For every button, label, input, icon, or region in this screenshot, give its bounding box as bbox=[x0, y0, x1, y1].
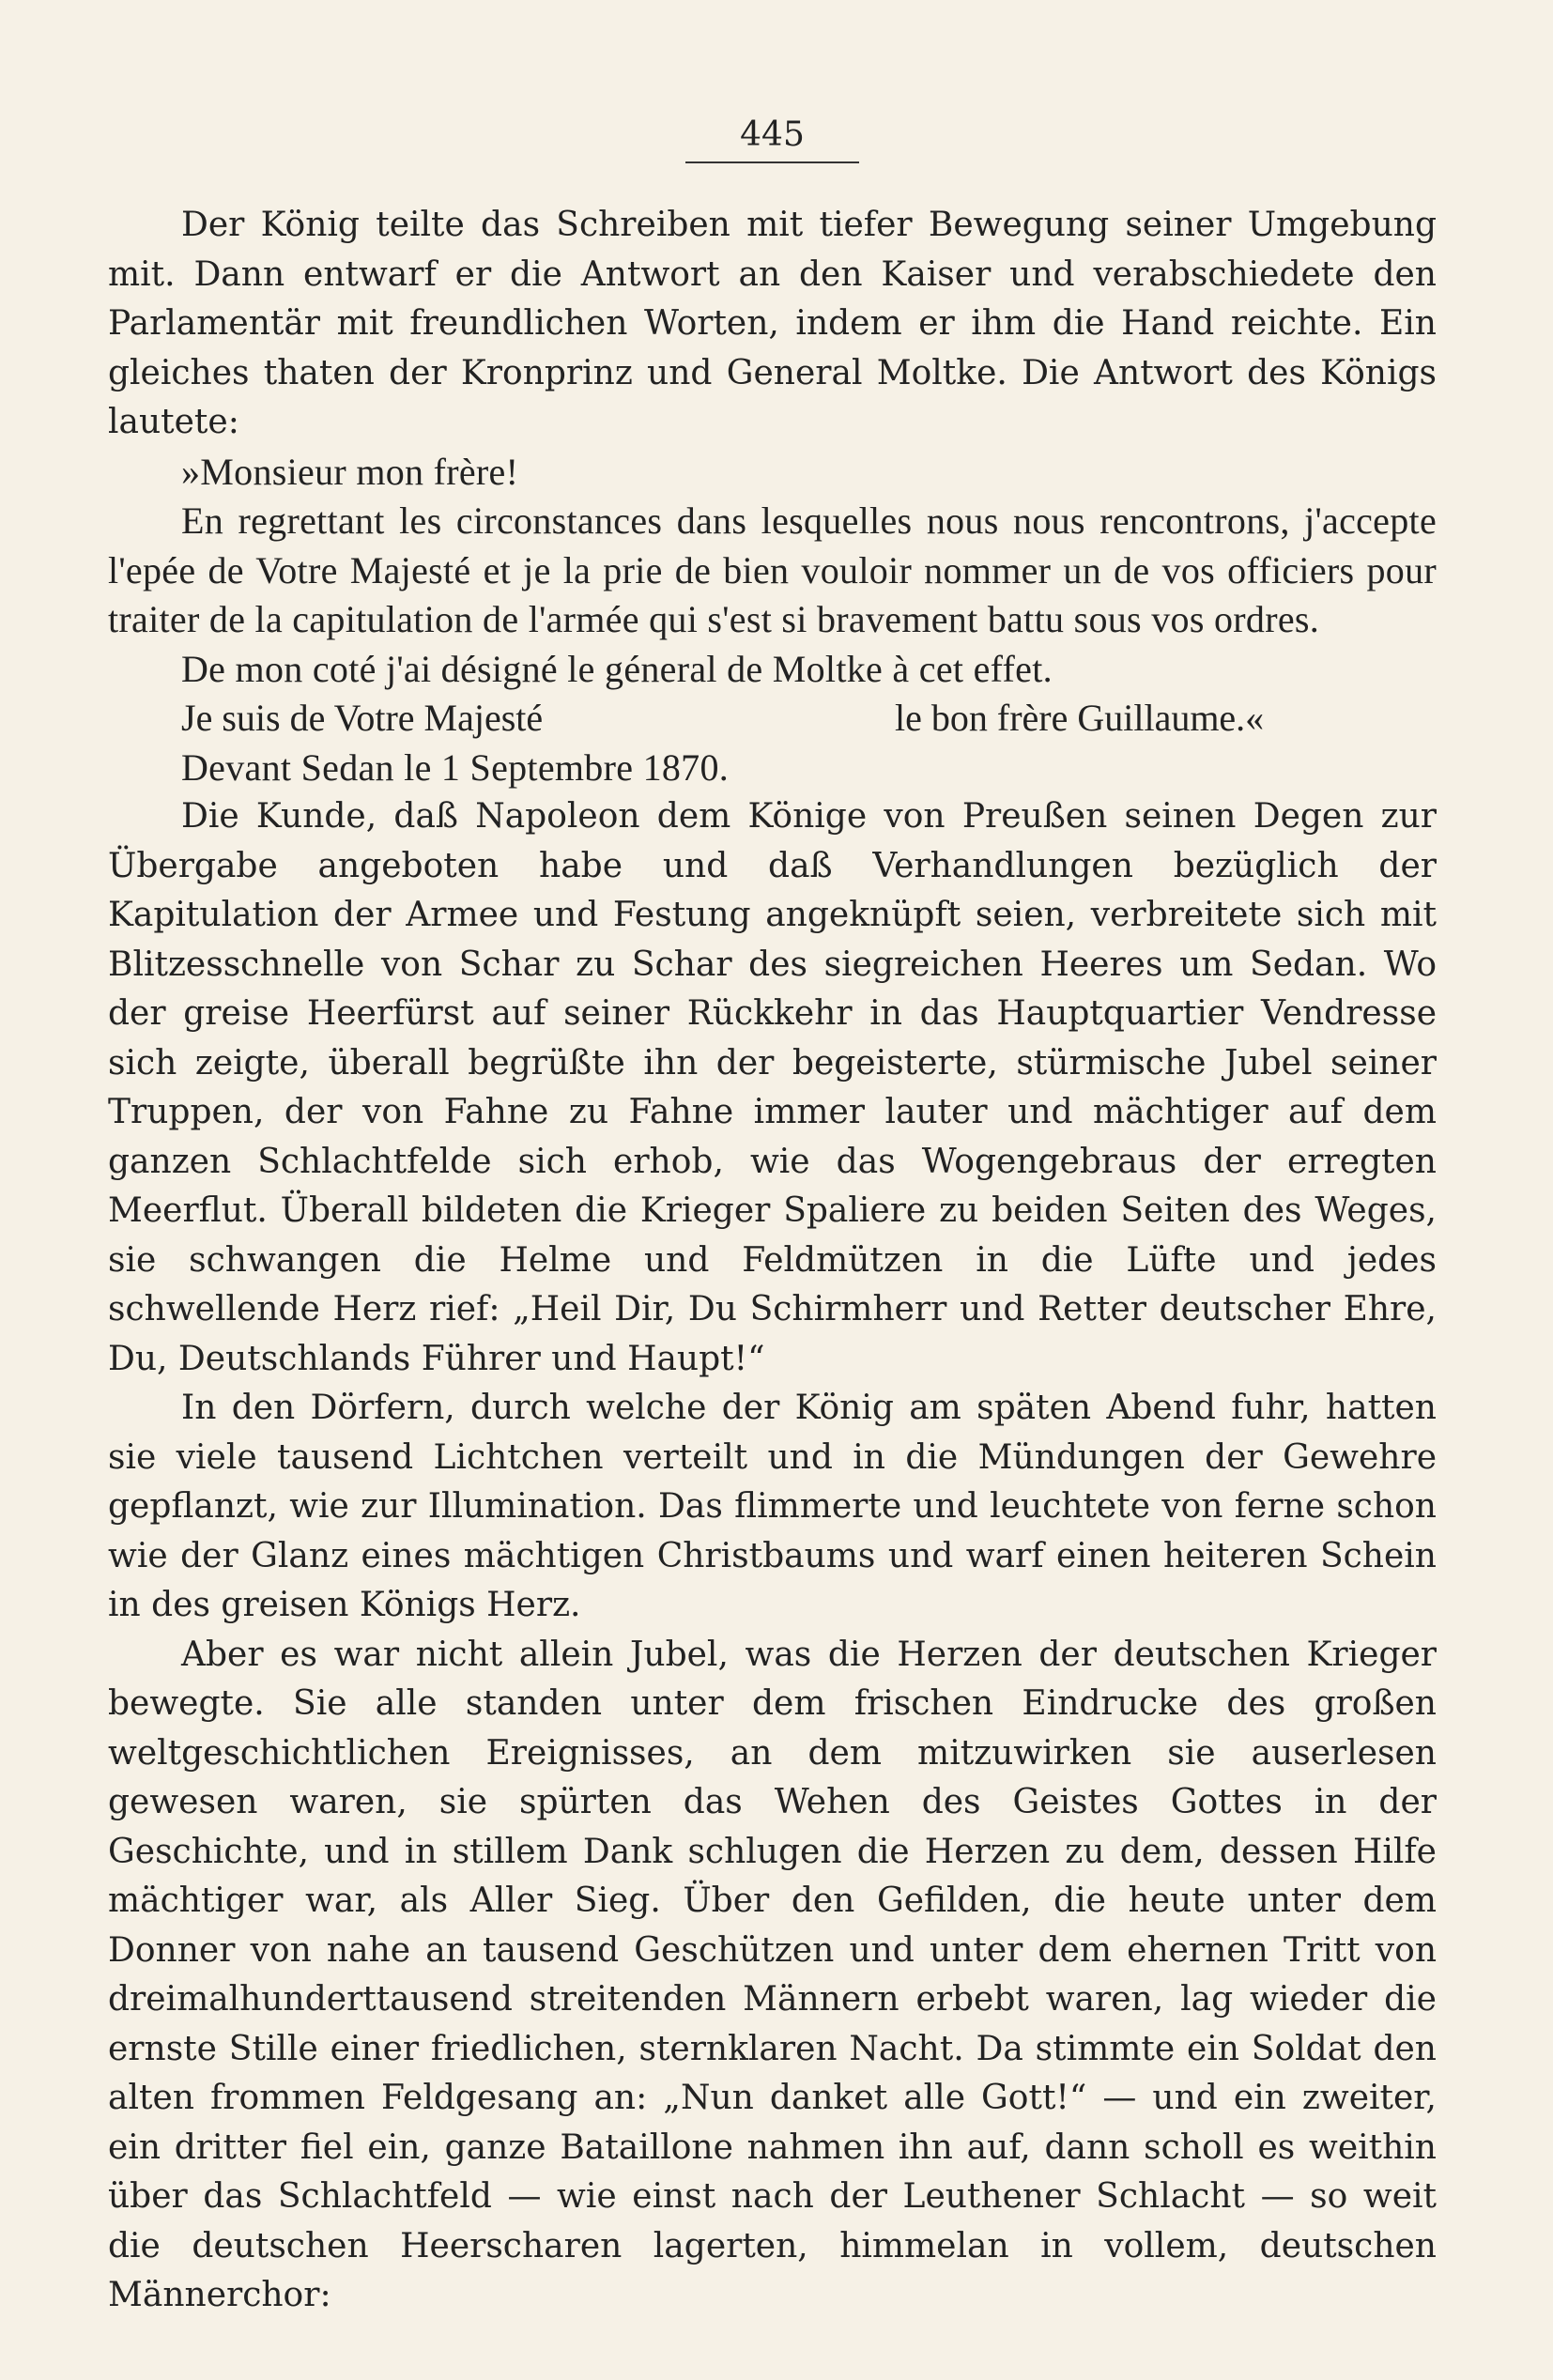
page-number-rule bbox=[685, 161, 859, 163]
letter-signature: le bon frère Guillaume.« bbox=[895, 697, 1265, 739]
paragraph-villages-illumination: In den Dörfern, durch welche der König am späten Abend fuhr, hatten sie viele tausend Lichtchen verteilt und in die Mündungen der Gewehre gepflanzt, wie zur Illumination. Das flimmerte und leuchtete von ferne schon wie der Glanz eines mächtigen Christbaums und warf einen heiteren Schein in des greisen Königs Herz. bbox=[108, 1389, 1437, 1624]
body-text bbox=[108, 201, 1437, 2321]
letter-salutation: »Monsieur mon frère! bbox=[181, 450, 519, 493]
letter-body: En regrettant les circonstances dans lesquelles nous nous rencontrons, j'accepte l'epée de Votre Majesté et je la prie de bien vouloir nommer un de vos officiers pour traiter de la capitulation de l'armée qui s'est si bravement battu sous vos ordres. bbox=[108, 499, 1437, 640]
book-page bbox=[108, 115, 1437, 2321]
letter-date-line: Devant Sedan le 1 Septembre 1870. bbox=[181, 745, 730, 789]
paragraph-king-reply-intro: Der König teilte das Schreiben mit tiefer Bewegung seiner Umgebung mit. Dann entwarf er die Antwort an den Kaiser und verabschiedete den Parlamentär mit freundlichen Worten, indem er ihm die Hand reichte. Ein gleiches thaten der Kronprinz und General Moltke. Die Antwort des Königs lautete: bbox=[108, 206, 1437, 441]
page-number: 445 bbox=[740, 115, 805, 154]
letter-moltke-line: De mon coté j'ai désigné le géneral de Moltke à cet effet. bbox=[181, 647, 1053, 690]
paragraph-night-chorale: Aber es war nicht allein Jubel, was die Herzen der deutschen Krieger bewegte. Sie alle standen unter dem frischen Eindrucke des großen weltgeschichtlichen Ereignisses, an dem mitzuwirken sie auserlesen gewesen waren, sie spürten das Wehen des Geistes Gottes in der Geschichte, und in stillem Dank schlugen die Herzen zu dem, dessen Hilfe mächtiger war, als Aller Sieg. Über den Gefilden, die heute unter dem Donner von nahe an tausend Geschützen und unter dem ehernen Tritt von dreimalhunderttausend streitenden Männern erbebt waren, lag wieder die ernste Stille einer friedlichen, sternklaren Nacht. Da stimmte ein Soldat den alten frommen Feldgesang an: „Nun danket alle Gott!“ — und ein zweiter, ein dritter fiel ein, ganze Bataillone nahmen ihn auf, dann scholl es weithin über das Schlachtfeld — wie einst nach der Leuthener Schlacht — so weit die deutschen Heerscharen lagerten, himmelan in vollem, deutschen Männerchor: bbox=[108, 1635, 1437, 2314]
letter-signature-line bbox=[108, 694, 1437, 744]
paragraph-news-spreads: Die Kunde, daß Napoleon dem Könige von Preußen seinen Degen zur Übergabe angeboten habe und daß Verhandlungen bezüglich der Kapitulation der Armee und Festung angeknüpft seien, verbreitete sich mit Blitzesschnelle von Schar zu Schar des siegreichen Heeres um Sedan. Wo der greise Heerfürst auf seiner Rückkehr in das Hauptquartier Vendresse sich zeigte, überall begrüßte ihn der begeisterte, stürmische Jubel seiner Truppen, der von Fahne zu Fahne immer lauter und mächtiger auf dem ganzen Schlachtfelde sich erhob, wie das Wogengebraus der erregten Meerflut. Überall bildeten die Krieger Spaliere zu beiden Seiten des Weges, sie schwangen die Helme und Feldmützen in die Lüfte und jedes schwellende Herz rief: „Heil Dir, Du Schirmherr und Retter deutscher Ehre, Du, Deutschlands Führer und Haupt!“ bbox=[108, 797, 1437, 1378]
letter-closing: Je suis de Votre Majesté bbox=[181, 697, 544, 739]
